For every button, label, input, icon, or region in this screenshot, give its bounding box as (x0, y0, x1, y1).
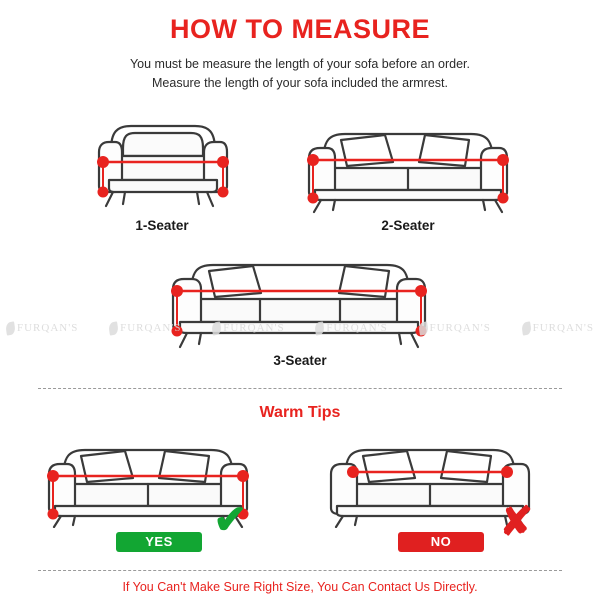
check-icon: ✔ (213, 498, 247, 542)
watermark-text: FURQAN'S (223, 322, 285, 334)
tips-row (0, 428, 600, 552)
sofa-row-middle (0, 237, 600, 368)
warm-tips-heading: Warm Tips (259, 404, 341, 421)
sofa-1-seater-caption: 1-Seater (135, 217, 189, 233)
badge-no: NO (398, 532, 484, 552)
tip-correct (33, 428, 285, 552)
watermark-text: FURQAN'S (17, 322, 79, 334)
footer-note: If You Can't Make Sure Right Size, You Can Contact Us Directly. (122, 580, 478, 594)
cross-icon: ✘ (499, 500, 533, 544)
watermark-text: FURQAN'S (429, 322, 491, 334)
page-title: HOW TO MEASURE (169, 14, 430, 44)
badge-yes: YES (116, 532, 202, 552)
sofa-2-seater (293, 104, 523, 233)
sofa-1-seater-illustration (77, 104, 247, 214)
watermark-text: FURQAN'S (120, 322, 182, 334)
subtitle-line-2: Measure the length of your sofa included the armrest. (152, 76, 448, 91)
sofa-1-seater (77, 104, 247, 233)
subtitle-line-1: You must be measure the length of your sofa before an order. (129, 57, 471, 71)
tip-incorrect (315, 428, 567, 552)
sofa-2-seater-illustration (293, 104, 523, 214)
divider-bottom (38, 570, 562, 571)
sofa-3-seater-caption: 3-Seater (273, 352, 327, 368)
watermark-text: FURQAN'S (532, 322, 594, 334)
sofa-3-seater-illustration (155, 237, 445, 349)
sofa-3-seater (155, 237, 445, 368)
how-to-measure-infographic (0, 14, 600, 614)
subtitle-text (0, 55, 600, 94)
watermark-text: FURQAN'S (326, 322, 388, 334)
sofa-row-top (0, 104, 600, 233)
divider-top (38, 388, 562, 389)
sofa-2-seater-caption: 2-Seater (381, 217, 435, 233)
